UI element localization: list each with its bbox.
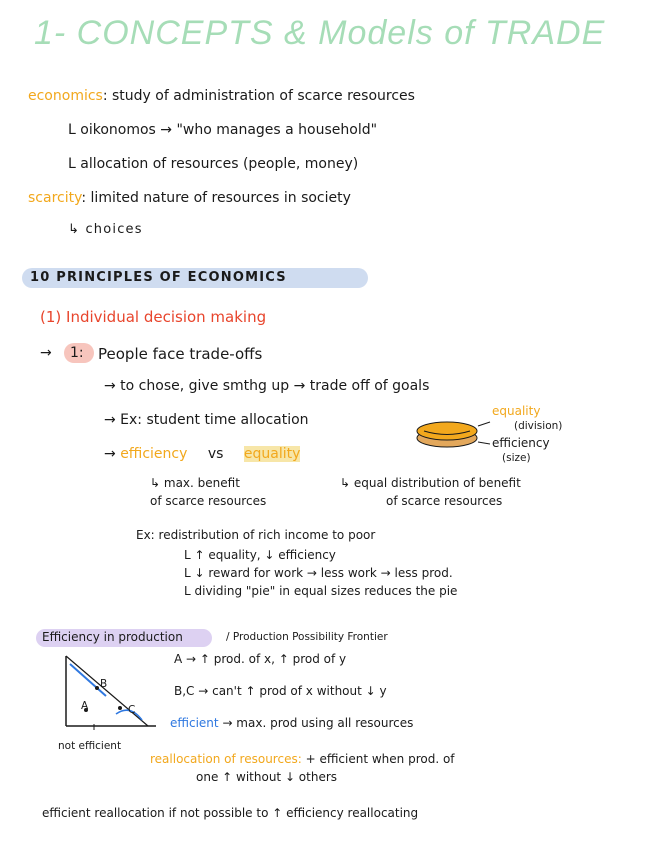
graph-label-c: C xyxy=(128,704,136,716)
redistribution-effect-2: L ↓ reward for work → less work → less prod. xyxy=(184,566,453,580)
graph-label-a: A xyxy=(81,700,89,712)
economics-definition xyxy=(28,88,415,104)
l-bullet-icon: L xyxy=(184,548,195,562)
equality-def-1: ↳ equal distribution of benefit xyxy=(340,476,521,490)
principle-number: 1: xyxy=(70,345,84,361)
redistribution-effect-1: L ↑ equality, ↓ efficiency xyxy=(184,548,336,562)
point-b xyxy=(95,686,99,690)
point-bc-line: B,C → can't ↑ prod of x without ↓ y xyxy=(174,684,387,698)
choices-line: ↳ choices xyxy=(68,222,143,237)
redistribution-effect-3: L dividing "pie" in equal sizes reduces the pie xyxy=(184,584,458,598)
efficient-line: efficient → max. prod using all resources xyxy=(170,716,414,730)
sub-arrow-icon: ↳ xyxy=(150,476,164,490)
pie-equality-sub: (division) xyxy=(514,420,563,432)
reallocation-line: reallocation of resources: + efficient when prod. of xyxy=(150,752,455,766)
arrow-icon: → xyxy=(40,345,52,361)
footer-note: efficient reallocation if not possible to ↑ efficiency reallocating xyxy=(42,806,419,820)
pie-efficiency-label: efficiency xyxy=(492,436,550,450)
l-bullet-icon: L xyxy=(68,156,81,172)
choose-line: → to chose, give smthg up → trade off of goals xyxy=(104,378,430,394)
redistribution-line: Ex: redistribution of rich income to poor xyxy=(136,528,376,542)
sub-arrow-icon: ↳ xyxy=(68,222,86,237)
oikonomos-line: L oikonomos → "who manages a household" xyxy=(68,122,378,138)
l-bullet-icon: L xyxy=(184,566,195,580)
eff-vs-eq-line: → efficiency vs equality xyxy=(104,446,301,462)
point-a-line: A → ↑ prod. of x, ↑ prod of y xyxy=(174,652,347,666)
efficiency-def-2: of scarce resources xyxy=(150,494,267,508)
principles-header: 10 PRINCIPLES OF ECONOMICS xyxy=(30,270,287,285)
economics-term: economics xyxy=(28,88,103,104)
efficiency-def-1: ↳ max. benefit xyxy=(150,476,240,490)
pie-drawing xyxy=(414,418,484,450)
principle-1-text: People face trade-offs xyxy=(98,345,263,363)
pie-top xyxy=(417,422,477,440)
allocation-line: L allocation of resources (people, money) xyxy=(68,156,359,172)
pie-equality-label: equality xyxy=(492,404,541,418)
economics-def: : study of administration of scarce resources xyxy=(102,88,415,104)
scarcity-def: : limited nature of resources in society xyxy=(81,190,351,206)
sub-arrow-icon: ↳ xyxy=(340,476,354,490)
arrow-icon: → xyxy=(104,446,121,462)
not-efficient-label: not efficient xyxy=(58,740,122,752)
efficiency-header: Efficiency in production xyxy=(42,630,183,644)
frontier-line xyxy=(66,656,148,726)
example-time-line: → Ex: student time allocation xyxy=(104,412,309,428)
scarcity-definition xyxy=(28,190,351,206)
graph-label-b: B xyxy=(100,678,108,690)
pie-efficiency-sub: (size) xyxy=(502,452,531,464)
point-c xyxy=(118,706,122,710)
l-bullet-icon: L xyxy=(184,584,195,598)
individual-decision-header: (1) Individual decision making xyxy=(40,308,267,326)
l-bullet-icon: L xyxy=(68,122,81,138)
ppf-graph xyxy=(50,650,170,750)
page-title: 1- CONCEPTS & Models of TRADE xyxy=(34,14,606,52)
reallocation-line-2: one ↑ without ↓ others xyxy=(196,770,338,784)
ppf-subheader: / Production Possibility Frontier xyxy=(226,631,388,643)
scarcity-term: scarcity xyxy=(28,190,82,206)
equality-def-2: of scarce resources xyxy=(386,494,503,508)
